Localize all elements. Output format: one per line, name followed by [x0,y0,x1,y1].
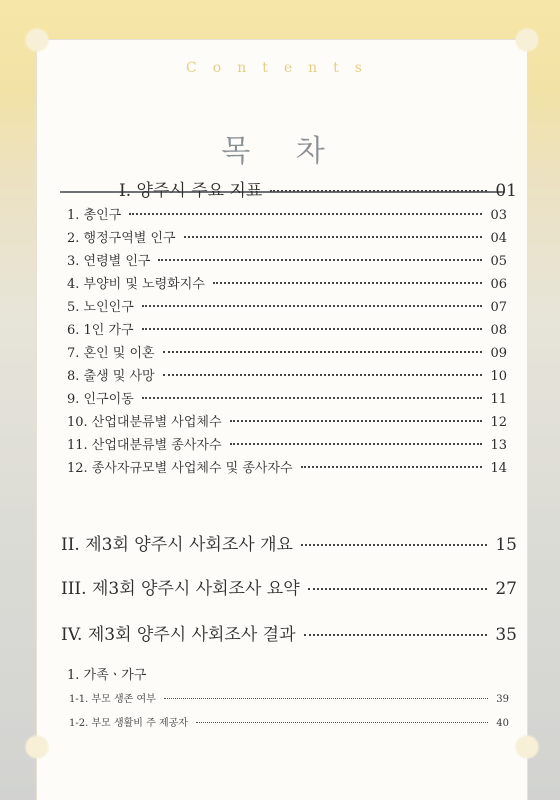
leader-dots [142,397,483,399]
corner-ornament [514,27,540,53]
contents-panel [37,40,527,800]
toc-item[interactable] [67,365,507,384]
toc-label: 1-2. 부모 생활비 주 제공자 [69,718,188,729]
leader-dots [164,698,488,699]
toc-label: 8. 출생 및 사망 [67,369,155,384]
leader-dots [163,351,483,353]
toc-label: 1-1. 부모 생존 여부 [69,694,156,705]
toc-page: 15 [495,535,517,555]
toc-item[interactable] [67,319,507,338]
toc-page: 08 [490,323,507,338]
toc-page: 10 [490,369,507,384]
toc-item[interactable] [67,273,507,292]
leader-dots [270,190,487,192]
toc-label: 11. 산업대분류별 종사자수 [67,438,222,453]
toc-sub-item[interactable] [69,714,509,729]
toc-label: 10. 산업대분류별 사업체수 [67,415,222,430]
toc-page: 27 [495,579,517,599]
leader-dots [142,305,483,307]
toc-label: 4. 부양비 및 노령화지수 [67,277,205,292]
corner-ornament [514,734,540,760]
leader-dots [301,544,487,546]
leader-dots [163,374,483,376]
toc-label: 2. 행정구역별 인구 [67,231,176,246]
toc-label: 6. 1인 가구 [67,323,134,338]
toc-sub-item[interactable] [69,690,509,705]
toc-item[interactable] [67,411,507,430]
page-title: 목 차 [221,134,343,169]
toc-label: 12. 종사자규모별 사업체수 및 종사자수 [67,461,293,476]
toc-label: 3. 연령별 인구 [67,254,151,269]
leader-dots [184,236,483,238]
toc-page: 07 [490,300,507,315]
leader-dots [158,259,482,261]
toc-page: 05 [490,254,507,269]
toc-label: I. 양주시 주요 지표 [119,181,263,201]
toc-page: 06 [490,277,507,292]
toc-label: 1. 총인구 [67,208,122,223]
corner-ornament [24,734,50,760]
toc-main-3[interactable] [61,574,517,599]
toc-page: 14 [490,461,507,476]
toc-page: 09 [490,346,507,361]
toc-page: 35 [495,625,517,645]
toc-main-2[interactable] [61,530,517,555]
toc-label: III. 제3회 양주시 사회조사 요약 [61,579,300,599]
toc-page: 40 [496,718,509,729]
leader-dots [213,282,483,284]
toc-label: 5. 노인인구 [67,300,134,315]
leader-dots [196,722,488,723]
corner-ornament [24,27,50,53]
leader-dots [129,213,482,215]
contents-heading [37,60,527,76]
toc-section-heading[interactable]: 1. 가족ㆍ가구 [67,668,147,683]
toc-item[interactable] [67,388,507,407]
leader-dots [301,466,483,468]
leader-dots [308,588,488,590]
toc-item[interactable] [67,434,507,453]
toc-page: 39 [496,694,509,705]
leader-dots [142,328,483,330]
toc-label: II. 제3회 양주시 사회조사 개요 [61,535,293,555]
toc-page: 12 [490,415,507,430]
toc-label: 9. 인구이동 [67,392,134,407]
toc-label: IV. 제3회 양주시 사회조사 결과 [61,625,296,645]
toc-item[interactable] [67,227,507,246]
toc-main-4[interactable] [61,620,517,645]
toc-main-1[interactable] [119,176,517,201]
toc-item[interactable] [67,296,507,315]
toc-item[interactable] [67,342,507,361]
toc-page: 01 [495,181,517,201]
toc-item[interactable] [67,457,507,476]
toc-page: 03 [490,208,507,223]
toc-page: 13 [490,438,507,453]
leader-dots [230,420,483,422]
contents-label: Contents [186,60,378,76]
leader-dots [304,634,488,636]
toc-label: 7. 혼인 및 이혼 [67,346,155,361]
toc-item[interactable] [67,250,507,269]
toc-page: 04 [490,231,507,246]
leader-dots [230,443,483,445]
toc-page: 11 [490,392,507,407]
toc-item[interactable] [67,204,507,223]
